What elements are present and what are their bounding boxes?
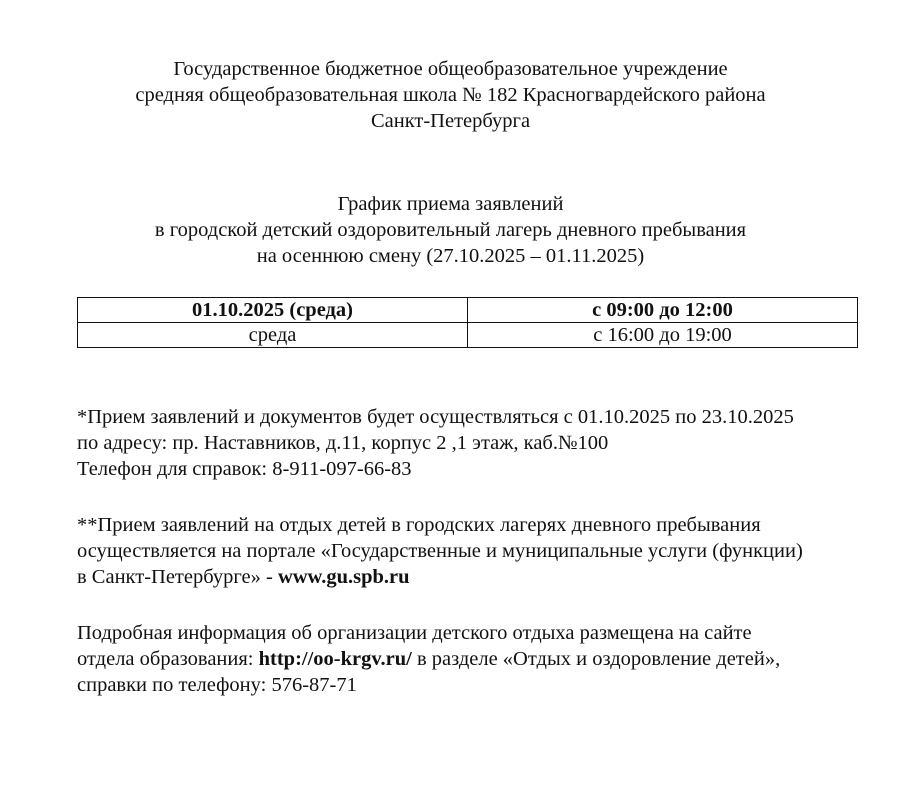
note2-line-2: осуществляется на портале «Государственные и муниципальные услуги (функции) bbox=[77, 540, 803, 562]
header-line-2: средняя общеобразовательная школа № 182 Красногвардейского района bbox=[135, 84, 766, 106]
schedule-time-cell: с 09:00 до 12:00 bbox=[468, 298, 858, 323]
portal-link[interactable]: www.gu.spb.ru bbox=[277, 566, 410, 588]
note3-line-2-prefix: отдела образования: bbox=[77, 648, 259, 670]
note1-line-2: по адресу: пр. Наставников, д.11, корпус 2 ,1 этаж, каб.№100 bbox=[77, 432, 609, 454]
note3-line-1: Подробная информация об организации детского отдыха размещена на сайте bbox=[77, 622, 752, 644]
note3-line-3: справки по телефону: 576-87-71 bbox=[77, 674, 357, 696]
title-line-1: График приема заявлений bbox=[337, 193, 564, 215]
note1-line-1: *Прием заявлений и документов будет осуществляться с 01.10.2025 по 23.10.2025 bbox=[77, 406, 794, 428]
institution-header bbox=[40, 56, 861, 134]
note2-line-3 bbox=[77, 564, 877, 590]
document-title bbox=[40, 191, 861, 269]
table-row bbox=[78, 298, 858, 323]
note2-line-1: **Прием заявлений на отдых детей в городских лагерях дневного пребывания bbox=[77, 514, 761, 536]
schedule-time-cell: с 16:00 до 19:00 bbox=[468, 323, 858, 348]
header-line-1: Государственное бюджетное общеобразовательное учреждение bbox=[173, 58, 728, 80]
info-note bbox=[77, 620, 877, 698]
submission-note bbox=[77, 404, 877, 482]
schedule-table bbox=[77, 297, 858, 348]
title-line-3: на осеннюю смену (27.10.2025 – 01.11.2025) bbox=[256, 245, 645, 267]
department-site-link[interactable]: http://oo-krgv.ru/ bbox=[258, 648, 412, 670]
note2-line-3-text: в Санкт-Петербурге» - bbox=[77, 566, 278, 588]
portal-note bbox=[77, 512, 877, 590]
note3-line-2 bbox=[77, 646, 877, 672]
note3-line-2-suffix: в разделе «Отдых и оздоровление детей», bbox=[411, 648, 781, 670]
header-line-3: Санкт-Петербурга bbox=[370, 110, 531, 132]
table-row bbox=[78, 323, 858, 348]
schedule-day-cell: 01.10.2025 (среда) bbox=[78, 298, 468, 323]
title-line-2: в городской детский оздоровительный лагерь дневного пребывания bbox=[154, 219, 747, 241]
note1-line-3: Телефон для справок: 8-911-097-66-83 bbox=[77, 458, 412, 480]
schedule-day-cell: среда bbox=[78, 323, 468, 348]
